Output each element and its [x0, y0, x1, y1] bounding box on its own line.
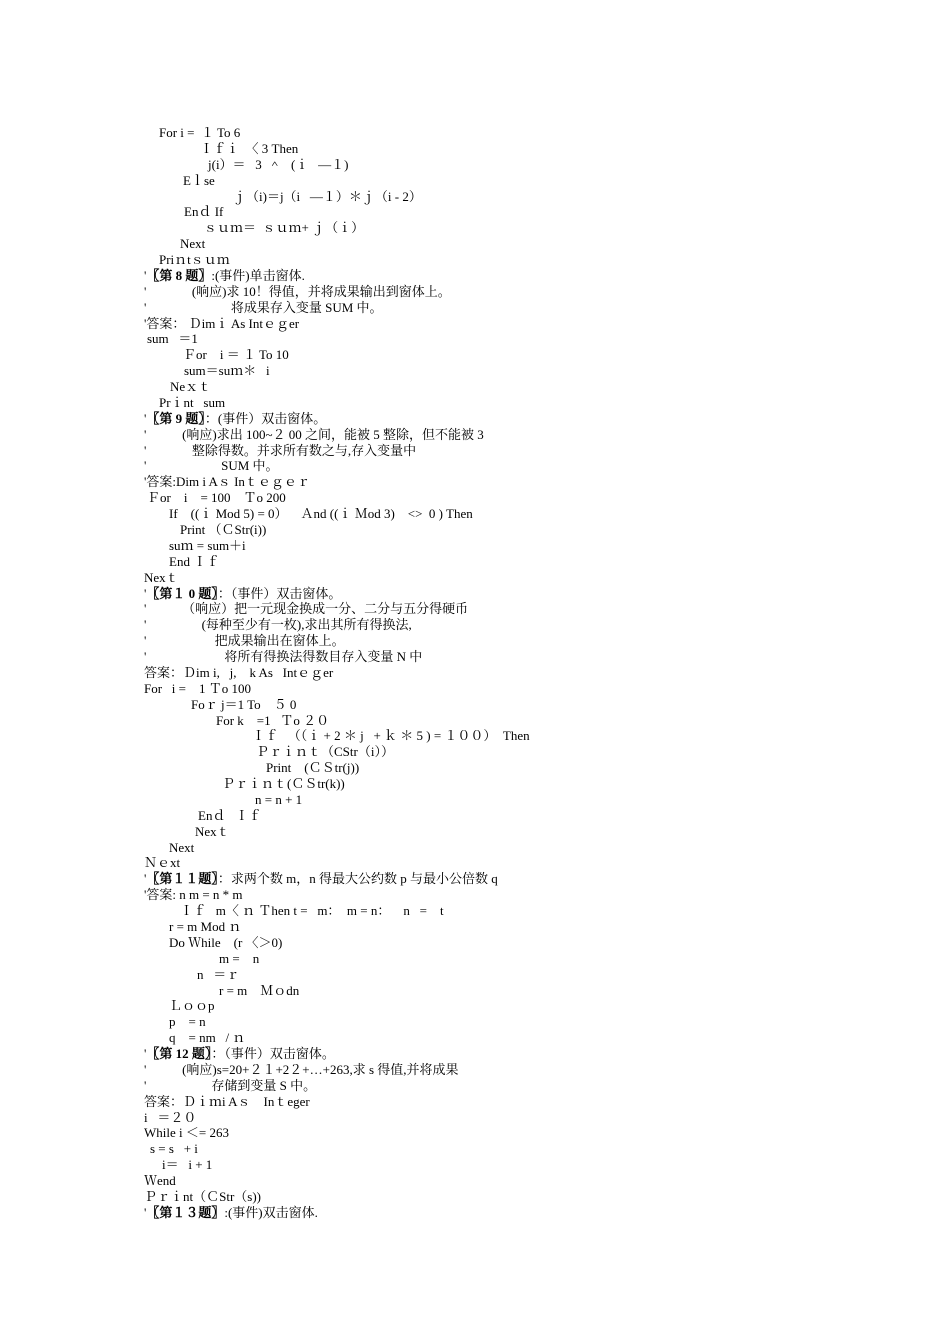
question-text: ：(事件）双击窗体。	[204, 411, 327, 426]
line-prefix: '	[144, 268, 147, 283]
code-line: Ｉｆ m〈 ｎ Ｔhen t = m： m = n： n = t	[180, 903, 444, 918]
code-line: Ｎｅxt	[144, 855, 181, 870]
code-line: Priｎtｓｕｍ	[159, 252, 230, 267]
line-prefix: '	[144, 1205, 147, 1220]
question-number: 〖第 8 题〗	[146, 268, 212, 283]
code-line: Ｉｆ （（ｉ + 2 ＊ j + ｋ ＊ 5 ) = １００） Then	[252, 728, 530, 743]
code-line: '答案: n m = n * m	[144, 887, 243, 902]
code-line: Ｐｒｉnt（ＣStr（s))	[144, 1189, 262, 1204]
code-line: Print (ＣＳtr(j))	[266, 760, 360, 775]
question-text: ：（事件）双击窗体。	[211, 1046, 335, 1061]
code-line: Print （ＣStr(i))	[180, 522, 267, 537]
code-line: n = n + 1	[255, 792, 303, 807]
code-line: End Ｉｆ	[169, 554, 220, 569]
code-line: 答案：Ｄｉｍi Aｓ Inｔeger	[144, 1094, 310, 1109]
code-line: 答案：Ｄim i, j, k As Intｅｇer	[144, 665, 334, 680]
code-line: ' 将所有得换法得数目存入变量 N 中	[144, 649, 423, 664]
line-prefix: '	[144, 1046, 147, 1061]
code-line: ' 将成果存入变量 SUM 中。	[144, 300, 383, 315]
code-line: Next	[180, 236, 206, 251]
line-prefix: '	[144, 586, 147, 601]
code-line: Nexｔ	[195, 824, 230, 839]
code-line: ' (响应)求 10！得值，并将成果输出到窗体上。	[144, 284, 451, 299]
question-number: 〖第１ 0 题〗	[146, 586, 218, 601]
code-line: r = m Mod ｎ	[169, 919, 242, 934]
code-line: Do Ｗhile (r 〈＞0)	[169, 935, 283, 950]
code-line: Ｐｒｉｎｔ（CStr（i））	[256, 744, 394, 759]
code-line: i＝ i + 1	[162, 1157, 213, 1172]
code-line: Ｆor i = 100 Ｔo 200	[147, 490, 286, 505]
question-text: ：求两个数 m，n 得最大公约数 p 与最小公倍数 q	[217, 871, 498, 886]
code-line: ' （响应）把一元现金换成一分、二分与五分得硬币	[144, 601, 469, 616]
code-line: ' (响应)s=20+２１+2２+…+263,求 s 得值,并将成果	[144, 1062, 459, 1077]
question-number: 〖第１１题〗	[146, 871, 218, 886]
code-line: Neｘｔ	[170, 379, 212, 394]
code-line: Eｌse	[183, 173, 215, 188]
code-line: r = m Ｍｏdn	[219, 983, 300, 998]
question-number: 〖第１３题〗	[146, 1205, 225, 1220]
code-line: If ((ｉ Mod 5) = 0） Ａnd ((ｉ Ｍod 3) <> 0 ) Then	[169, 506, 473, 521]
code-line: ｓｕｍ＝ ｓｕｍ+ ｊ（ｉ）	[204, 220, 365, 235]
code-line	[144, 871, 498, 886]
code-line: Nexｔ	[144, 570, 179, 585]
code-line: ' 存储到变量 S 中。	[144, 1078, 317, 1093]
code-line: For k =1 Ｔo ２０	[216, 713, 330, 728]
code-line: q = nm / ｎ	[169, 1030, 246, 1045]
code-line: Ｌｏｏp	[169, 998, 215, 1013]
question-number: 〖第 12 题〗	[146, 1046, 212, 1061]
code-line: Ｆor i ＝ １ To 10	[183, 347, 289, 362]
code-line: n ＝ｒ	[197, 967, 240, 982]
code-line: sum ＝1	[147, 331, 198, 346]
code-line: For i = １ To 6	[159, 125, 241, 140]
code-line: ' 把成果输出在窗体上。	[144, 633, 345, 648]
question-text: :(事件)双击窗体.	[224, 1205, 318, 1220]
code-line: Next	[169, 840, 195, 855]
code-line: '答案:Dim i Aｓ Inｔｅｇｅｒ	[144, 474, 310, 489]
code-line: While i ＜= 263	[144, 1125, 229, 1140]
code-line: suｍ = sum＋i	[169, 538, 246, 553]
code-line: Enｄ If	[184, 204, 224, 219]
question-text: :(事件)单击窗体.	[211, 268, 305, 283]
code-line: '答案： Ｄimｉ As Intｅｇer	[144, 316, 300, 331]
code-line: Foｒ j＝1 To ５ 0	[191, 697, 297, 712]
code-line	[144, 586, 341, 601]
code-line: Prｉnt sum	[159, 395, 226, 410]
code-line: m = n	[219, 951, 260, 966]
code-line: Ｉｆｉ 〈 3 Then	[200, 141, 299, 156]
code-line: Ｗend	[144, 1173, 176, 1188]
code-line	[144, 411, 326, 426]
code-line: ｊ（i)＝j（i —１）＊ｊ（i - 2）	[233, 189, 422, 204]
code-line: ' (每种至少有一枚),求出其所有得换法,	[144, 617, 412, 632]
line-prefix: '	[144, 411, 147, 426]
question-number: 〖第 9 题〗	[146, 411, 205, 426]
code-line	[144, 268, 305, 283]
code-line: Enｄ Ｉｆ	[198, 808, 262, 823]
code-line: ' 整除得数。并求所有数之与,存入变量中	[144, 443, 417, 458]
code-line: p = n	[169, 1014, 206, 1029]
code-line: Ｐｒｉｎｔ(ＣＳtr(k))	[222, 776, 345, 791]
code-line: ' SUM 中。	[144, 458, 279, 473]
question-text: ：（事件）双击窗体。	[217, 586, 342, 601]
line-prefix: '	[144, 871, 147, 886]
code-line: i ＝２０	[144, 1110, 197, 1125]
code-line: j(i）＝ 3 ＾ (ｉ —１)	[208, 157, 349, 172]
code-line	[144, 1046, 335, 1061]
code-line: sum＝suｍ＊ i	[184, 363, 270, 378]
code-line: ' (响应)求出 100~２ 00 之间，能被 5 整除，但不能被 3	[144, 427, 484, 442]
code-line: s = s + i	[150, 1141, 198, 1156]
code-line: For i = 1 Ｔo 100	[144, 681, 252, 696]
code-line	[144, 1205, 318, 1220]
